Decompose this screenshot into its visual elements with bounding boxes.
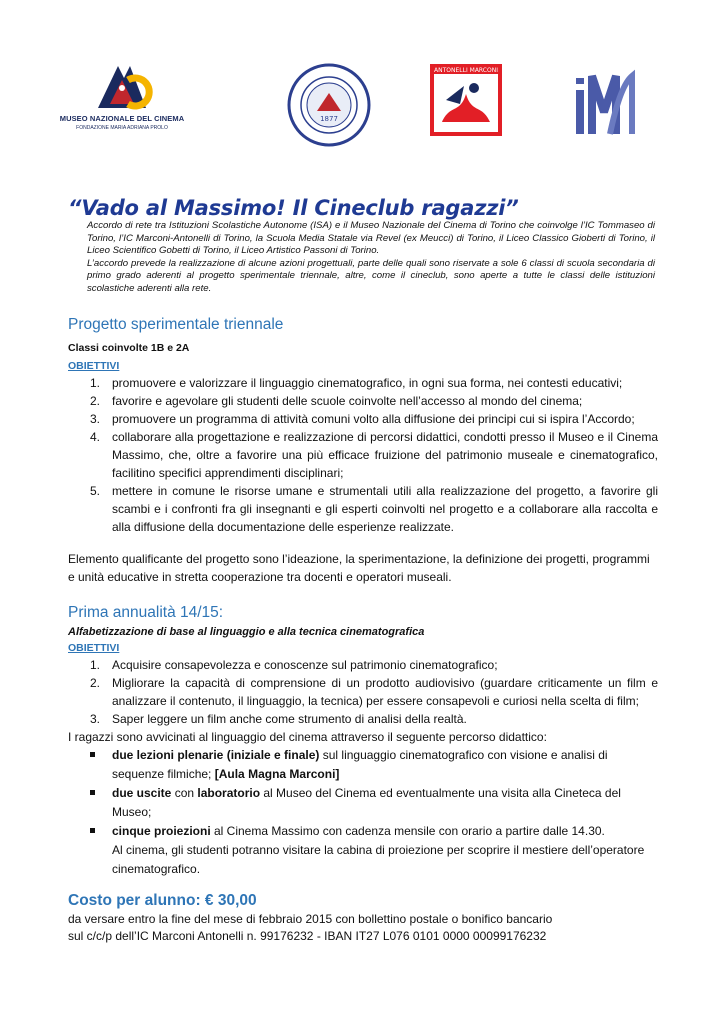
objectives-label-1: OBIETTIVI [68,360,120,372]
cost-line-1: da versare entro la fine del mese di febbraio 2015 con bollettino postale o bonifico bancario [68,912,553,926]
museo-name: MUSEO NAZIONALE DEL CINEMA [59,114,185,123]
intro-paragraph-2: L’accordo prevede la realizzazione di alcune azioni progettuali, parte delle quali sono riservate a sole 6 classi di scuola secondaria di primo grado aderenti al progetto sperimentale triennale, altre, come il cineclub, sono aperte a tutte le classi delle istituzioni scolastiche aderenti alla rete. [87,257,655,294]
intro-text [87,220,655,296]
path-intro: I ragazzi sono avvicinati al linguaggio del cinema attraverso il seguente percorso didattico: [68,730,547,744]
logo-bar [0,58,724,148]
museo-cinema-emblem-icon [58,58,186,114]
square-bullet-icon [90,752,95,757]
red-logo-text: ANTONELLI MARCONI [434,67,498,74]
objectives-list-2 [68,656,658,728]
section-1-title: Progetto sperimentale triennale [68,316,284,333]
list-item: cinque proiezioni al Cinema Massimo con cadenza mensile con orario a partire dalle 14.30. Al cinema, gli studenti potranno visitare la cabina di proiezione per scoprire il mestiere dell’operatore cinematografico. [68,822,658,879]
project-closing-paragraph: Elemento qualificante del progetto sono l’ideazione, la sperimentazione, la definizione dei progetti, programmi e unità educative in stretta cooperazione tra docenti e operatori museali. [68,552,650,584]
list-item: due lezioni plenarie (iniziale e finale) sul linguaggio cinematografico con visione e analisi di sequenze filmiche; [Aula Magna Marconi] [68,746,658,784]
cost-line-2: sul c/c/p dell’IC Marconi Antonelli n. 99176232 - IBAN IT27 L076 0101 0000 00099176232 [68,929,547,943]
im-logo [570,66,640,136]
square-bullet-icon [90,790,95,795]
intro-paragraph-1: Accordo di rete tra Istituzioni Scolastiche Autonome (ISA) e il Museo Nazionale del Cinema di Torino che coinvolge l’IC Tommaseo di Torino, l’IC Marconi-Antonelli di Torino, la Scuola Media Statale via Revel (ex Meucci) di Torino, il Liceo Classico Gioberti di Torino, il Liceo Scientifico Gobetti di Torino, il Liceo Artistico Passoni di Torino. [87,220,655,257]
list-item: 3. Saper leggere un film anche come strumento di analisi della realtà. [90,712,467,726]
list-item: due uscite con laboratorio al Museo del Cinema ed eventualmente una visita alla Cineteca del Museo; [68,784,658,822]
section-prima-annualita [68,604,658,879]
objectives-label-2: OBIETTIVI [68,642,120,654]
list-item: 1. Acquisire consapevolezza e conoscenze sul patrimonio cinematografico; [90,658,498,672]
list-item: 2. Migliorare la capacità di comprensione di un prodotto audiovisivo (guardare criticamente un film e analizzare il contenuto, il linguaggio, la tecnica) per essere consapevoli e curiosi nella scelta di film; [90,676,658,708]
cost-title: Costo per alunno: € 30,00 [68,892,257,909]
square-bullet-icon [90,828,95,833]
section-progetto [68,316,658,586]
museo-cinema-logo [58,58,186,144]
list-item: 3. promuovere un programma di attività comuni volto alla diffusione dei principi cui si ispira l’Accordo; [90,412,635,426]
list-item: 4. collaborare alla progettazione e realizzazione di percorsi didattici, condotti presso il Museo e il Cinema Massimo, che, oltre a favorire una più efficace fruizione del patrimonio museale e cinematografico, facilitino specifici apprendimenti disciplinari; [90,430,658,480]
marconi-antonelli-logo [430,64,502,136]
activities-list [68,746,658,879]
page-title: “Vado al Massimo! Il Cineclub ragazzi” [68,196,519,220]
list-item: 2. favorire e agevolare gli studenti delle scuole coinvolte nell’accesso al mondo del cinema; [90,394,583,408]
objectives-list-1 [68,374,658,536]
museo-subtitle: FONDAZIONE MARIA ADRIANA PROLO [76,125,168,131]
classes-label: Classi coinvolte 1B e 2A [68,342,190,354]
list-item: 5. mettere in comune le risorse umane e strumentali utili alla realizzazione del progetto, a favorire gli scambi e i confronti fra gli insegnanti e gli esperti coinvolti nel progetto e a collaborare alla raccolta e alla diffusione della documentazione delle esperienze realizzate. [90,484,658,534]
tommaseo-seal-logo [287,63,371,147]
list-item: 1. promuovere e valorizzare il linguaggio cinematografico, in ogni sua forma, nei contesti educativi; [90,376,623,390]
section-2-title: Prima annualità 14/15: [68,604,224,621]
seal-year: 1877 [320,115,338,123]
section-cost [68,892,658,945]
section-2-subtitle: Alfabetizzazione di base al linguaggio e alla tecnica cinematografica [68,626,425,638]
